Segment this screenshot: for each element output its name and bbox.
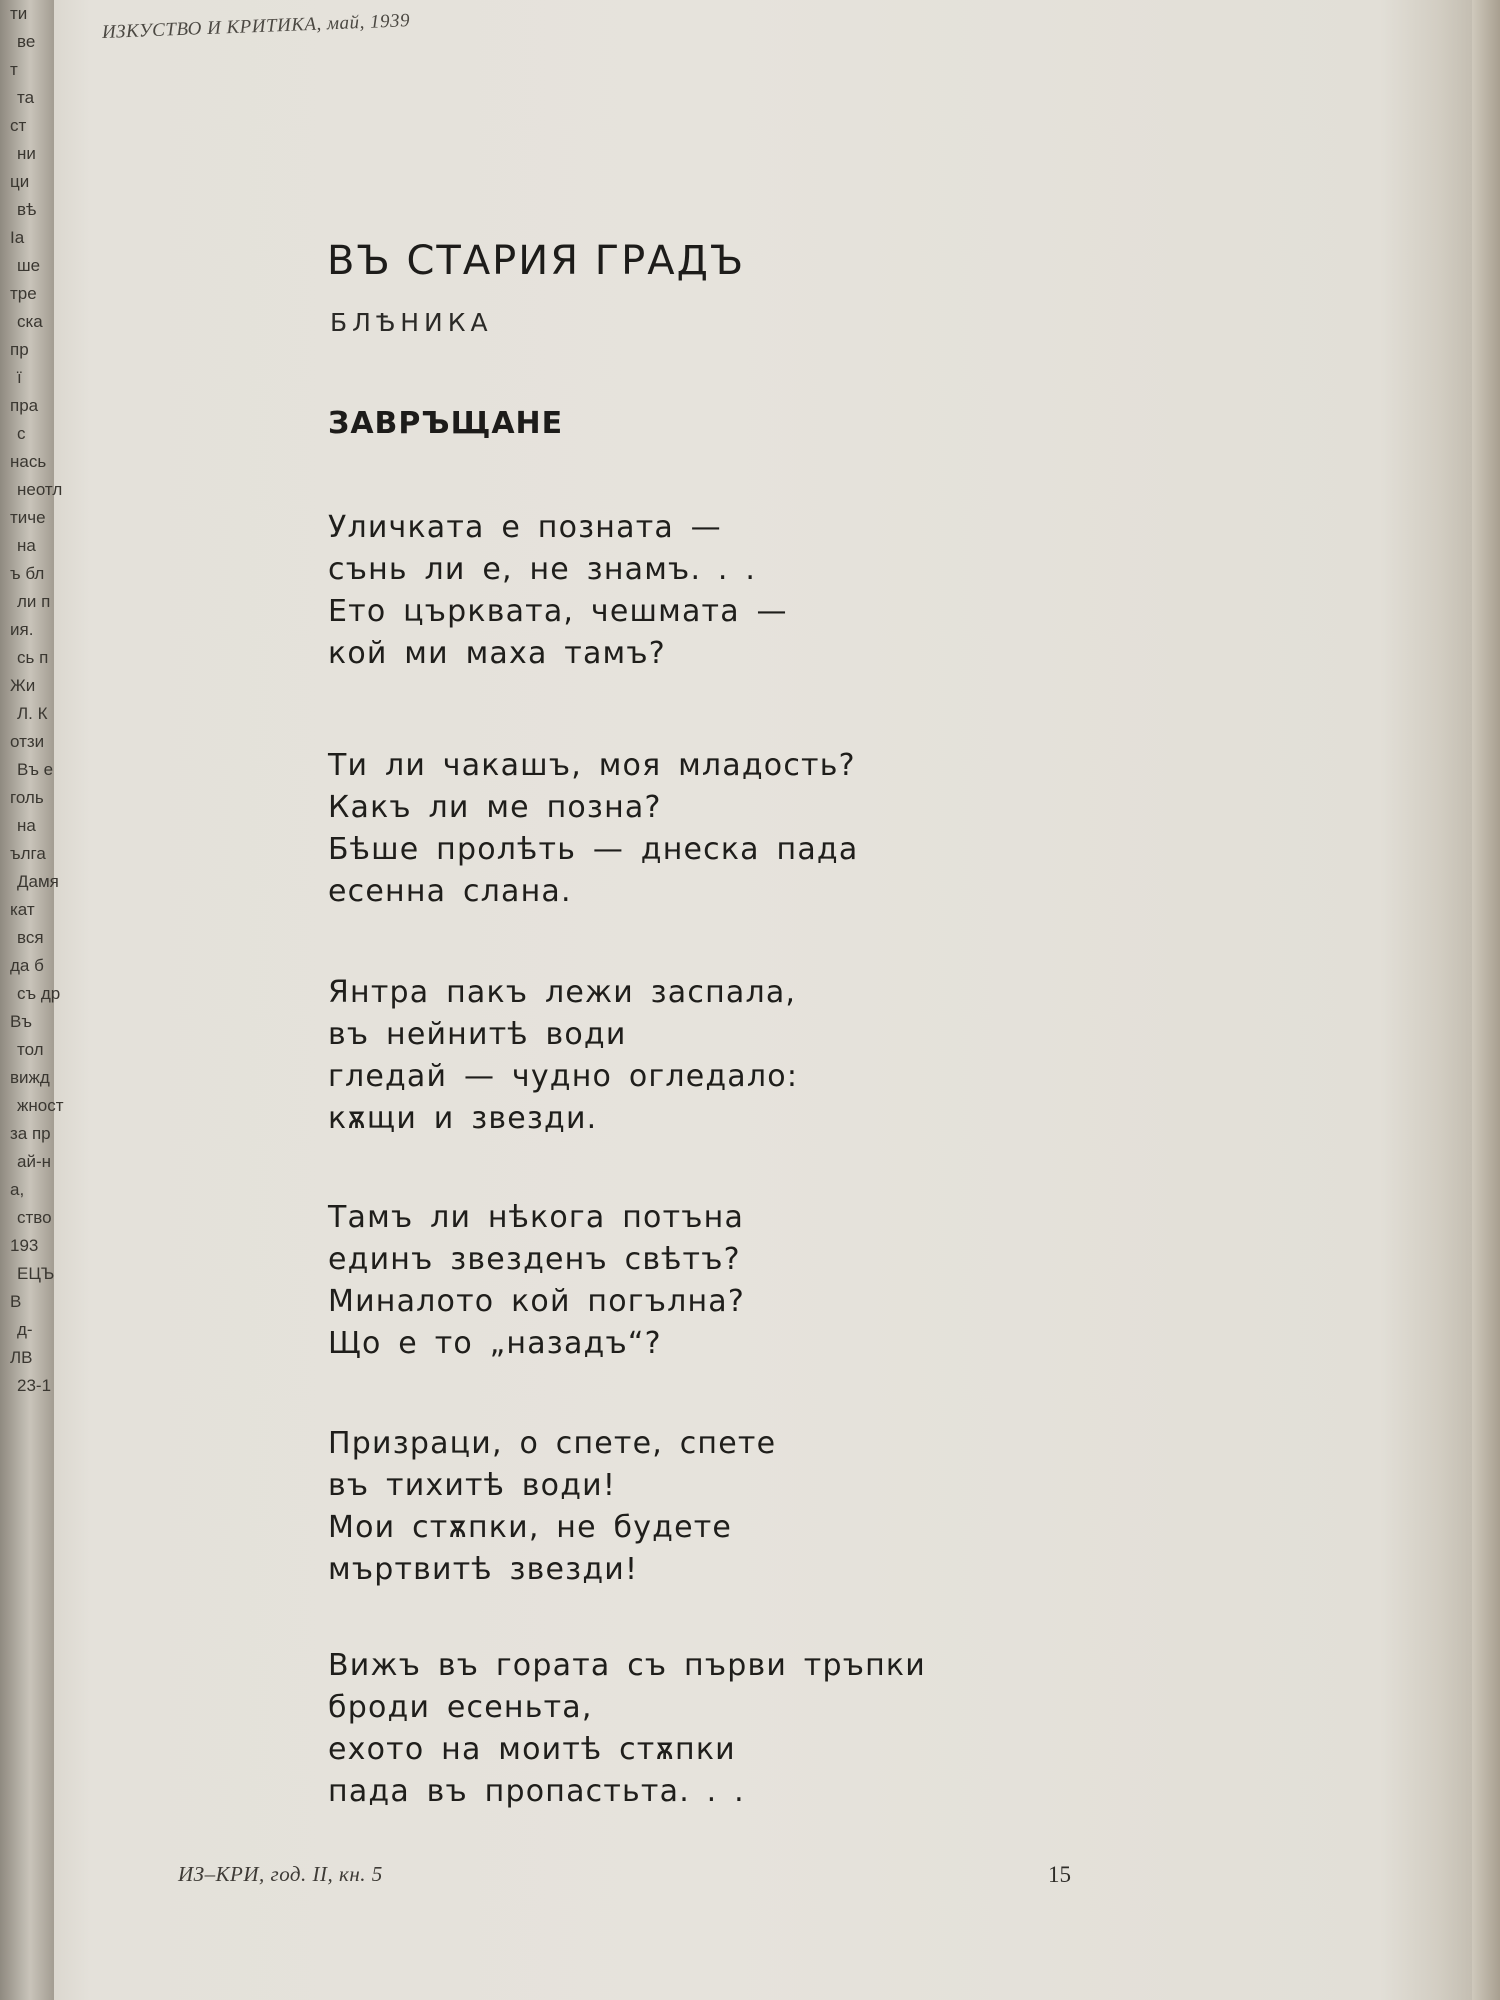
gutter-fragment: та: [17, 88, 35, 107]
verse-line: кѫщи и звезди.: [328, 1101, 598, 1136]
previous-page-gutter: [0, 0, 64, 2000]
verse-line: Вижъ въ гората съ първи тръпки: [328, 1648, 926, 1683]
stanza-1: [328, 507, 788, 675]
gutter-fragment: ЕЦЪ: [17, 1264, 55, 1283]
gutter-fragment: т: [10, 60, 18, 79]
gutter-fragment: ай-н: [17, 1152, 51, 1171]
verse-line: броди есеньта,: [328, 1690, 593, 1725]
verse-line: Ти ли чакашъ, моя младость?: [328, 748, 856, 783]
verse-line: есенна слана.: [328, 874, 572, 909]
gutter-fragment: голь: [10, 788, 44, 807]
gutter-fragment: Въ е: [17, 760, 54, 779]
gutter-fragment: тиче: [10, 508, 46, 527]
gutter-text-fragments: [2, 0, 64, 1880]
gutter-fragment: ст: [10, 116, 27, 135]
gutter-fragment: ци: [10, 172, 30, 191]
verse-line: ехото на моитѣ стѫпки: [328, 1732, 736, 1767]
verse-line: Призраци, о спете, спете: [328, 1426, 777, 1461]
gutter-fragment: жност: [17, 1096, 64, 1115]
gutter-fragment: ъ бл: [10, 564, 45, 583]
verse-line: мъртвитѣ звезди!: [328, 1552, 639, 1587]
gutter-fragment: ЛВ: [10, 1348, 33, 1367]
stanza-4: [328, 1197, 745, 1365]
gutter-fragment: 23-1: [17, 1376, 52, 1395]
verse-line: Янтра пакъ лежи заспала,: [328, 975, 797, 1010]
verse-line: кой ми маха тамъ?: [328, 636, 666, 671]
gutter-fragment: тол: [17, 1040, 44, 1059]
verse-line: Бѣше пролѣть — днеска пада: [328, 832, 859, 867]
gutter-fragment: за пр: [10, 1124, 51, 1143]
gutter-fragment: а,: [10, 1180, 25, 1199]
gutter-fragment: д-: [17, 1320, 33, 1339]
stanza-3: [328, 972, 798, 1140]
gutter-fragment: вѣ: [17, 200, 37, 219]
gutter-fragment: вижд: [10, 1068, 50, 1087]
gutter-fragment: ли п: [17, 592, 51, 611]
gutter-fragment: ска: [17, 312, 43, 331]
verse-line: Какъ ли ме позна?: [328, 790, 662, 825]
gutter-fragment: отзи: [10, 732, 45, 751]
gutter-fragment: ї: [17, 368, 22, 387]
verse-line: Що е то „назадъ“?: [328, 1326, 662, 1361]
poem-title: ЗАВРЪЩАНЕ: [328, 406, 564, 441]
gutter-fragment: да б: [10, 956, 44, 975]
verse-line: въ нейнитѣ води: [328, 1017, 627, 1052]
gutter-fragment: на: [17, 816, 36, 835]
gutter-fragment: с: [17, 424, 26, 443]
gutter-fragment: ни: [17, 144, 36, 163]
stanza-5: [328, 1423, 776, 1591]
gutter-fragment: ти: [10, 4, 28, 23]
verse-line: сънь ли е, не знамъ. . .: [328, 552, 757, 587]
gutter-fragment: 193: [10, 1236, 39, 1255]
stanza-6: [328, 1645, 926, 1813]
gutter-fragment: ълга: [10, 844, 46, 863]
gutter-fragment: Жи: [10, 676, 36, 695]
page-number: 15: [1048, 1862, 1071, 1887]
poem-cycle-subtitle: БЛѢНИКА: [330, 308, 493, 337]
gutter-fragment: на: [17, 536, 36, 555]
gutter-fragment: нась: [10, 452, 47, 471]
gutter-fragment: В: [10, 1292, 22, 1311]
gutter-fragment: Іа: [10, 228, 25, 247]
page-edge-right: [1472, 0, 1500, 2000]
verse-line: Мои стѫпки, не будете: [328, 1510, 733, 1545]
verse-line: Миналото кой погълна?: [328, 1284, 746, 1319]
poem-cycle-title: ВЪ СТАРИЯ ГРАДЪ: [327, 238, 746, 284]
gutter-fragment: Въ: [10, 1012, 32, 1031]
running-head: ИЗКУСТВО И КРИТИКА, май, 1939: [101, 10, 411, 43]
gutter-fragment: пр: [10, 340, 29, 359]
verse-line: Ето църквата, чешмата —: [328, 594, 788, 629]
gutter-fragment: ве: [17, 32, 36, 51]
verse-line: Тамъ ли нѣкога потъна: [328, 1200, 745, 1235]
gutter-fragment: вся: [17, 928, 44, 947]
verse-line: гледай — чудно огледало:: [328, 1059, 799, 1094]
gutter-fragment: Л. К: [17, 704, 48, 723]
gutter-fragment: неотл: [17, 480, 63, 499]
verse-line: пада въ пропастьта. . .: [328, 1774, 745, 1809]
gutter-fragment: ия.: [10, 620, 34, 639]
gutter-fragment: Дамя: [17, 872, 59, 891]
verse-line: единъ звезденъ свѣтъ?: [328, 1242, 741, 1277]
gutter-fragment: пра: [10, 396, 39, 415]
gutter-fragment: ство: [17, 1208, 52, 1227]
gutter-fragment: кат: [10, 900, 35, 919]
verse-line: Уличката е позната —: [328, 510, 722, 545]
gutter-fragment: ше: [17, 256, 41, 275]
gutter-fragment: съ др: [17, 984, 61, 1003]
footer-journal-reference: ИЗ–КРИ, год. II, кн. 5: [178, 1862, 383, 1886]
gutter-fragment: тре: [10, 284, 37, 303]
gutter-fragment: сь п: [17, 648, 49, 667]
stanza-2: [328, 745, 858, 913]
verse-line: въ тихитѣ води!: [328, 1468, 617, 1503]
